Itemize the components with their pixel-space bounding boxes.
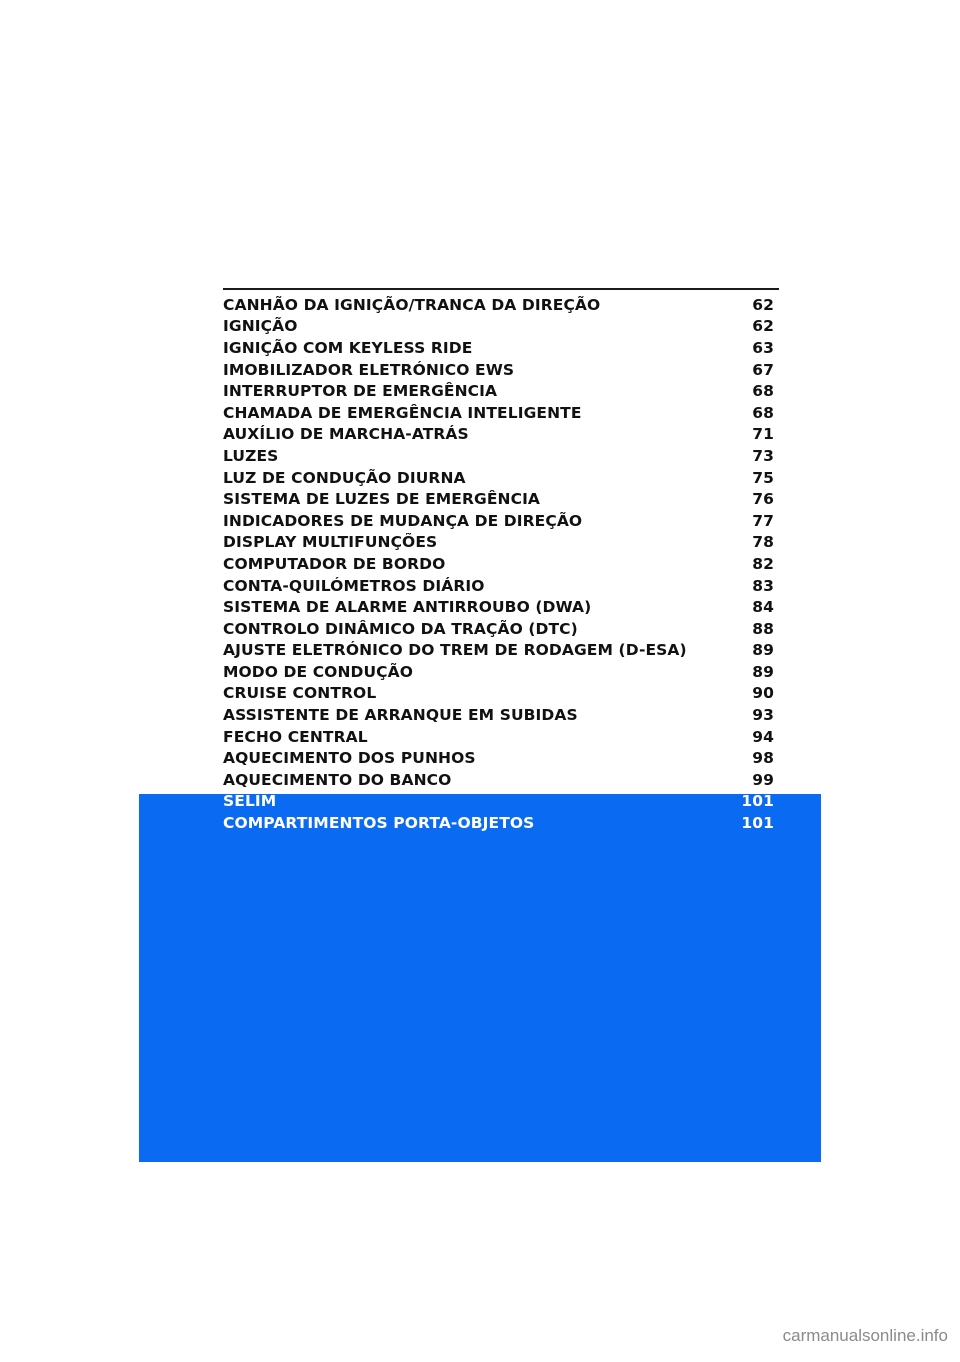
toc-entry[interactable]: [223, 510, 774, 532]
toc-entry-title: CRUISE CONTROL: [223, 684, 377, 703]
toc-entry-title: ASSISTENTE DE ARRANQUE EM SUBIDAS: [223, 706, 578, 725]
toc-entry-page: 75: [752, 468, 774, 487]
toc-entry[interactable]: [223, 337, 774, 359]
toc-entry-title: CONTROLO DINÂMICO DA TRAÇÃO (DTC): [223, 619, 578, 638]
toc-entry[interactable]: [223, 294, 774, 316]
toc-entry[interactable]: [223, 618, 774, 640]
toc-entry-page: 77: [752, 511, 774, 530]
toc-entry-title: CANHÃO DA IGNIÇÃO/TRANCA DA DIREÇÃO: [223, 295, 601, 314]
toc-entry-title: IMOBILIZADOR ELETRÓNICO EWS: [223, 360, 515, 379]
toc-entry-title: SELIM: [223, 792, 277, 811]
toc-entry-page: 78: [752, 533, 774, 552]
toc-entry[interactable]: [223, 704, 774, 726]
toc-entry-page: 101: [741, 792, 774, 811]
section-panel: [139, 794, 821, 1162]
toc-entry[interactable]: [223, 575, 774, 597]
toc-entry-page: 71: [752, 425, 774, 444]
toc-entry-title: COMPUTADOR DE BORDO: [223, 554, 446, 573]
toc-entry-page: 76: [752, 490, 774, 509]
toc-entry-page: 99: [752, 770, 774, 789]
toc-entry-page: 63: [752, 338, 774, 357]
toc-entry-title: MODO DE CONDUÇÃO: [223, 662, 414, 681]
toc-entry[interactable]: [223, 359, 774, 381]
toc-entry[interactable]: [223, 640, 774, 662]
toc-entry[interactable]: [223, 683, 774, 705]
toc-entry[interactable]: [223, 726, 774, 748]
toc-entry-title: IGNIÇÃO COM KEYLESS RIDE: [223, 338, 473, 357]
toc-entry-page: 62: [752, 317, 774, 336]
toc-entry[interactable]: [223, 424, 774, 446]
toc-entry[interactable]: [223, 532, 774, 554]
table-of-contents: [223, 294, 774, 834]
toc-entry[interactable]: [223, 791, 774, 813]
toc-entry-title: INDICADORES DE MUDANÇA DE DIREÇÃO: [223, 511, 583, 530]
toc-entry-title: LUZES: [223, 446, 279, 465]
toc-entry[interactable]: [223, 661, 774, 683]
toc-entry[interactable]: [223, 402, 774, 424]
toc-entry-page: 68: [752, 382, 774, 401]
toc-entry-title: CONTA-QUILÓMETROS DIÁRIO: [223, 576, 485, 595]
toc-entry-page: 67: [752, 360, 774, 379]
toc-entry-title: AUXÍLIO DE MARCHA-ATRÁS: [223, 425, 469, 444]
toc-entry-page: 83: [752, 576, 774, 595]
toc-entry[interactable]: [223, 467, 774, 489]
toc-entry[interactable]: [223, 380, 774, 402]
toc-entry-title: CHAMADA DE EMERGÊNCIA INTELIGENTE: [223, 403, 582, 422]
toc-entry[interactable]: [223, 812, 774, 834]
toc-entry-title: SISTEMA DE ALARME ANTIRROUBO (DWA): [223, 598, 592, 617]
top-rule: [223, 288, 779, 290]
toc-entry-page: 89: [752, 662, 774, 681]
toc-entry-page: 101: [741, 814, 774, 833]
toc-entry[interactable]: [223, 747, 774, 769]
toc-entry[interactable]: [223, 445, 774, 467]
toc-entry-page: 94: [752, 727, 774, 746]
toc-entry-page: 88: [752, 619, 774, 638]
toc-entry-title: AJUSTE ELETRÓNICO DO TREM DE RODAGEM (D-ESA): [223, 641, 687, 660]
toc-entry-page: 98: [752, 749, 774, 768]
toc-entry[interactable]: [223, 488, 774, 510]
toc-entry-page: 90: [752, 684, 774, 703]
toc-entry-title: SISTEMA DE LUZES DE EMERGÊNCIA: [223, 490, 541, 509]
toc-entry-page: 93: [752, 706, 774, 725]
toc-entry-title: COMPARTIMENTOS PORTA-OBJETOS: [223, 814, 535, 833]
toc-entry-page: 89: [752, 641, 774, 660]
toc-entry[interactable]: [223, 769, 774, 791]
toc-entry-title: AQUECIMENTO DO BANCO: [223, 770, 452, 789]
toc-entry-title: AQUECIMENTO DOS PUNHOS: [223, 749, 476, 768]
toc-entry-title: IGNIÇÃO: [223, 317, 298, 336]
toc-entry-page: 68: [752, 403, 774, 422]
toc-entry-title: LUZ DE CONDUÇÃO DIURNA: [223, 468, 466, 487]
toc-entry[interactable]: [223, 316, 774, 338]
toc-entry-page: 84: [752, 598, 774, 617]
watermark[interactable]: carmanualsonline.info: [782, 1326, 948, 1345]
toc-entry-title: FECHO CENTRAL: [223, 727, 368, 746]
toc-entry-title: INTERRUPTOR DE EMERGÊNCIA: [223, 382, 498, 401]
toc-entry-page: 62: [752, 295, 774, 314]
toc-entry-page: 73: [752, 446, 774, 465]
toc-entry[interactable]: [223, 553, 774, 575]
toc-entry[interactable]: [223, 596, 774, 618]
toc-entry-title: DISPLAY MULTIFUNÇÕES: [223, 533, 438, 552]
toc-entry-page: 82: [752, 554, 774, 573]
